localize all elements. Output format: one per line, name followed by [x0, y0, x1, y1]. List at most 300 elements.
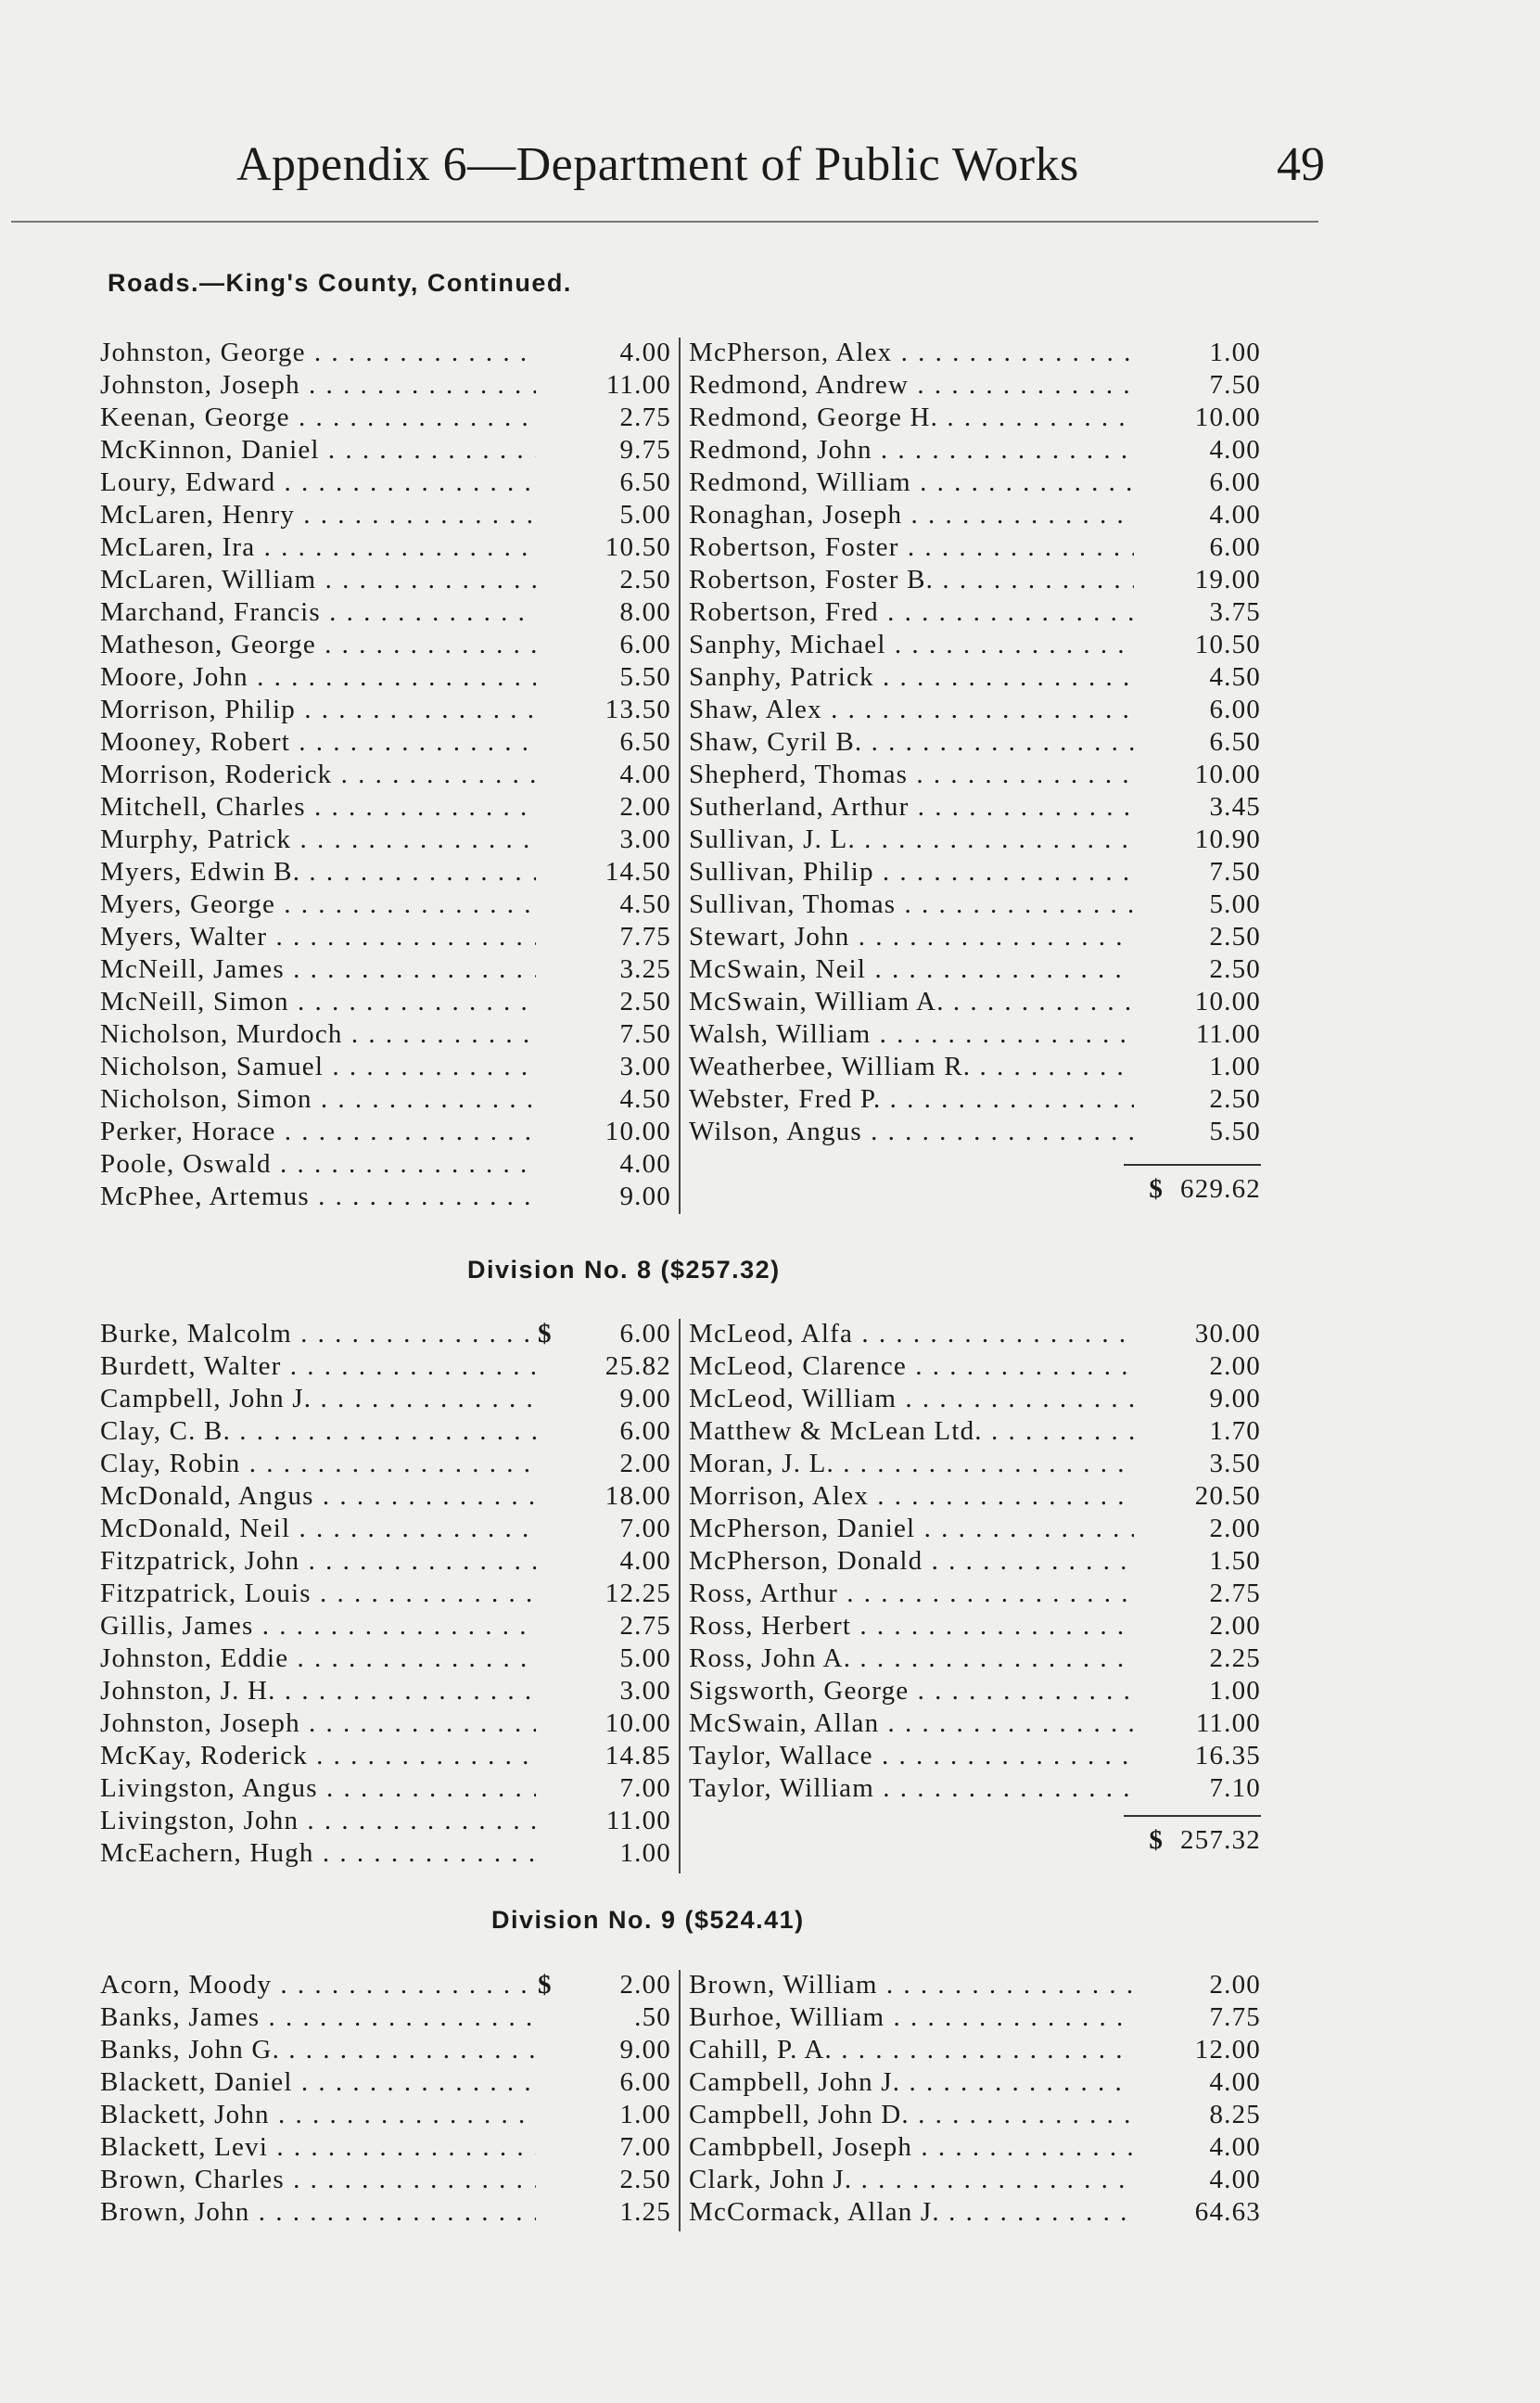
amount: 10.00	[605, 1117, 671, 1146]
roads-left-column	[100, 338, 675, 1214]
division-8-left-column	[100, 1319, 675, 1871]
payee-name: Fitzpatrick, Louis . . .	[100, 1579, 536, 1609]
payee-name: Livingston, Angus . . .	[100, 1773, 536, 1804]
payee-name: Moore, John . . .	[100, 662, 536, 693]
payee-name: Burdett, Walter . . .	[100, 1351, 536, 1382]
amount: 1.70	[1209, 1416, 1261, 1446]
payee-name: Morrison, Philip . . .	[100, 695, 536, 725]
amount: 8.25	[1209, 2100, 1261, 2129]
list-item	[100, 695, 675, 727]
payee-name: Brown, Charles . . .	[100, 2165, 536, 2195]
payee-name: Sullivan, Thomas . . .	[689, 889, 1134, 920]
list-item	[689, 1611, 1261, 1643]
payee-name: Ronaghan, Joseph . . .	[689, 500, 1134, 530]
amount: 9.00	[619, 1384, 671, 1413]
list-item	[100, 370, 675, 403]
payee-name: Taylor, Wallace . . .	[689, 1741, 1134, 1771]
list-item	[689, 2132, 1261, 2165]
amount: 6.00	[619, 2067, 671, 2097]
column-divider	[679, 1970, 681, 2231]
payee-name: McDonald, Angus . . .	[100, 1481, 536, 1512]
list-item	[689, 1052, 1261, 1084]
payee-name: McKinnon, Daniel . . .	[100, 435, 536, 466]
list-item	[689, 695, 1261, 727]
amount: 2.50	[619, 2165, 671, 2194]
dollar-sign: $	[538, 1319, 553, 1348]
payee-name: Shepherd, Thomas . . .	[689, 760, 1134, 790]
payee-name: Stewart, John . . .	[689, 922, 1134, 952]
amount: 6.00	[619, 1319, 671, 1348]
amount: 2.50	[619, 987, 671, 1016]
payee-name: Brown, William . . .	[689, 1970, 1134, 2000]
payee-name: McPherson, Donald . . .	[689, 1546, 1134, 1577]
payee-name: Blackett, John . . .	[100, 2100, 536, 2130]
payee-name: Keenan, George . . .	[100, 403, 536, 433]
amount: 4.50	[619, 889, 671, 919]
amount: 6.00	[1209, 467, 1261, 497]
list-item	[100, 1970, 675, 2002]
list-item	[100, 2035, 675, 2067]
list-item	[100, 1319, 675, 1351]
amount: 4.50	[1209, 662, 1261, 692]
amount: 7.50	[1209, 857, 1261, 887]
payee-name: McSwain, William A. . . .	[689, 987, 1134, 1017]
payee-name: McKay, Roderick . . .	[100, 1741, 536, 1771]
list-item	[689, 532, 1261, 565]
list-item	[100, 792, 675, 824]
amount: 5.50	[1209, 1117, 1261, 1146]
list-item	[689, 1708, 1261, 1741]
payee-name: Mooney, Robert . . .	[100, 727, 536, 758]
payee-name: Shaw, Alex . . .	[689, 695, 1134, 725]
amount: 9.00	[619, 2035, 671, 2064]
payee-name: Shaw, Cyril B. . . .	[689, 727, 1134, 758]
amount: 9.75	[619, 435, 671, 465]
payee-name: Johnston, Eddie . . .	[100, 1643, 536, 1674]
payee-name: Loury, Edward . . .	[100, 467, 536, 498]
list-item	[100, 1084, 675, 1117]
payee-name: McLaren, William . . .	[100, 565, 536, 595]
amount: 20.50	[1194, 1481, 1261, 1511]
list-item	[100, 403, 675, 435]
amount: 12.00	[1194, 2035, 1261, 2064]
payee-name: Redmond, William . . .	[689, 467, 1134, 498]
payee-name: McLeod, Clarence . . .	[689, 1351, 1134, 1382]
list-item	[689, 1351, 1261, 1384]
list-item	[689, 435, 1261, 467]
payee-name: Fitzpatrick, John . . .	[100, 1546, 536, 1577]
total-dollar-sign: $	[1149, 1825, 1165, 1855]
amount: 7.50	[619, 1019, 671, 1049]
amount: 7.50	[1209, 370, 1261, 400]
amount: 7.75	[1209, 2002, 1261, 2032]
amount: 2.50	[1209, 954, 1261, 984]
list-item	[100, 662, 675, 695]
payee-name: Weatherbee, William R. . . .	[689, 1052, 1134, 1082]
list-item	[689, 1970, 1261, 2002]
list-item	[100, 597, 675, 630]
payee-name: Murphy, Patrick . . .	[100, 824, 536, 855]
list-item	[689, 2002, 1261, 2035]
payee-name: Burhoe, William . . .	[689, 2002, 1134, 2033]
division-9-right-column	[689, 1970, 1261, 2230]
list-item	[689, 597, 1261, 630]
payee-name: Campbell, John D. . . .	[689, 2100, 1134, 2130]
list-item	[100, 2197, 675, 2230]
amount: 3.25	[619, 954, 671, 984]
list-item	[100, 467, 675, 500]
amount: 10.00	[1194, 403, 1261, 432]
amount: 1.00	[1209, 1676, 1261, 1706]
list-item	[100, 338, 675, 370]
amount: 4.00	[1209, 2067, 1261, 2097]
payee-name: Redmond, John . . .	[689, 435, 1134, 466]
list-item	[689, 1546, 1261, 1579]
list-item	[100, 1117, 675, 1149]
list-item	[689, 954, 1261, 987]
amount: 10.90	[1194, 824, 1261, 854]
payee-name: Gillis, James . . .	[100, 1611, 536, 1642]
section-total	[1149, 1174, 1261, 1205]
list-item	[100, 435, 675, 467]
amount: 6.00	[619, 1416, 671, 1446]
amount: 2.50	[1209, 922, 1261, 952]
payee-name: McPherson, Daniel . . .	[689, 1514, 1134, 1544]
payee-name: Campbell, John J. . . .	[689, 2067, 1134, 2098]
column-divider	[679, 1319, 681, 1873]
list-item	[689, 824, 1261, 857]
amount: 18.00	[605, 1481, 671, 1511]
list-item	[100, 1676, 675, 1708]
list-item	[100, 1416, 675, 1449]
list-item	[100, 1838, 675, 1871]
division-9-table	[100, 1970, 1261, 2233]
amount: 13.50	[605, 695, 671, 724]
amount: 9.00	[1209, 1384, 1261, 1413]
list-item	[689, 1773, 1261, 1806]
payee-name: Johnston, Joseph . . .	[100, 1708, 536, 1739]
payee-name: Webster, Fred P. . . .	[689, 1084, 1134, 1115]
amount: 10.50	[605, 532, 671, 562]
amount: 7.75	[619, 922, 671, 952]
list-item	[100, 727, 675, 760]
amount: 14.85	[605, 1741, 671, 1770]
list-item	[100, 1514, 675, 1546]
payee-name: Ross, John A. . . .	[689, 1643, 1134, 1674]
amount: 2.00	[1209, 1970, 1261, 2000]
column-divider	[679, 338, 681, 1214]
payee-name: Cambpbell, Joseph . . .	[689, 2132, 1134, 2163]
amount: 2.75	[619, 403, 671, 432]
list-item	[100, 1481, 675, 1514]
list-item	[689, 2100, 1261, 2132]
amount: 2.75	[619, 1611, 671, 1641]
list-item	[689, 1579, 1261, 1611]
payee-name: Sutherland, Arthur . . .	[689, 792, 1134, 823]
list-item	[100, 2067, 675, 2100]
amount: 6.50	[619, 467, 671, 497]
amount: 6.00	[619, 630, 671, 659]
list-item	[689, 857, 1261, 889]
amount: 7.10	[1209, 1773, 1261, 1803]
payee-name: Robertson, Foster B. . . .	[689, 565, 1134, 595]
payee-name: Sigsworth, George . . .	[689, 1676, 1134, 1706]
payee-name: McSwain, Allan . . .	[689, 1708, 1134, 1739]
amount: 30.00	[1194, 1319, 1261, 1348]
list-item	[689, 403, 1261, 435]
amount: 6.00	[1209, 532, 1261, 562]
payee-name: Johnston, George . . .	[100, 338, 536, 368]
list-item	[100, 857, 675, 889]
payee-name: Sanphy, Michael . . .	[689, 630, 1134, 660]
list-item	[689, 1019, 1261, 1052]
list-item	[689, 500, 1261, 532]
amount: 25.82	[605, 1351, 671, 1381]
list-item	[100, 760, 675, 792]
payee-name: Myers, Edwin B. . . .	[100, 857, 536, 888]
page-header-title: Appendix 6—Department of Public Works	[236, 138, 1079, 191]
list-item	[100, 1019, 675, 1052]
amount: 4.00	[1209, 435, 1261, 465]
payee-name: McNeill, Simon . . .	[100, 987, 536, 1017]
list-item	[100, 1384, 675, 1416]
payee-name: Sullivan, J. L. . . .	[689, 824, 1134, 855]
amount: 1.25	[619, 2197, 671, 2227]
list-item	[689, 370, 1261, 403]
payee-name: Ross, Herbert . . .	[689, 1611, 1134, 1642]
payee-name: Banks, John G. . . .	[100, 2035, 536, 2065]
division-8-table	[100, 1319, 1261, 1875]
list-item	[100, 1643, 675, 1676]
list-item	[100, 954, 675, 987]
list-item	[689, 467, 1261, 500]
payee-name: McSwain, Neil . . .	[689, 954, 1134, 985]
list-item	[100, 2132, 675, 2165]
section-total	[1149, 1825, 1261, 1856]
amount: 11.00	[1195, 1708, 1261, 1738]
payee-name: Marchand, Francis . . .	[100, 597, 536, 628]
list-item	[689, 1514, 1261, 1546]
amount: 12.25	[605, 1579, 671, 1608]
payee-name: Walsh, William . . .	[689, 1019, 1134, 1050]
list-item	[689, 1416, 1261, 1449]
payee-name: Wilson, Angus . . .	[689, 1117, 1134, 1147]
roads-table	[100, 338, 1261, 1217]
payee-name: McLeod, Alfa . . .	[689, 1319, 1134, 1349]
amount: 1.00	[619, 2100, 671, 2129]
payee-name: Johnston, Joseph . . .	[100, 370, 536, 401]
list-item	[689, 1481, 1261, 1514]
amount: 2.50	[1209, 1084, 1261, 1114]
amount: 8.00	[619, 597, 671, 627]
payee-name: Clark, John J. . . .	[689, 2165, 1134, 2195]
payee-name: McPherson, Alex . . .	[689, 338, 1134, 368]
amount: 6.50	[619, 727, 671, 757]
amount: .50	[634, 2002, 671, 2032]
total-amount: 629.62	[1180, 1174, 1261, 1204]
amount: 16.35	[1194, 1741, 1261, 1770]
list-item	[689, 1084, 1261, 1117]
payee-name: Morrison, Alex . . .	[689, 1481, 1134, 1512]
amount: 2.00	[1209, 1514, 1261, 1543]
amount: 3.00	[619, 1676, 671, 1706]
list-item	[100, 2165, 675, 2197]
list-item	[689, 987, 1261, 1019]
amount: 7.00	[619, 2132, 671, 2162]
list-item	[100, 1611, 675, 1643]
payee-name: Robertson, Foster . . .	[689, 532, 1134, 563]
payee-name: McEachern, Hugh . . .	[100, 1838, 536, 1869]
payee-name: McPhee, Artemus . . .	[100, 1182, 536, 1212]
amount: 4.00	[1209, 2165, 1261, 2194]
amount: 19.00	[1194, 565, 1261, 594]
payee-name: Myers, Walter . . .	[100, 922, 536, 952]
total-rule	[1124, 1164, 1261, 1166]
list-item	[100, 1052, 675, 1084]
amount: 7.00	[619, 1514, 671, 1543]
division-9-left-column	[100, 1970, 675, 2230]
amount: 6.00	[1209, 695, 1261, 724]
list-item	[689, 2035, 1261, 2067]
amount: 4.50	[619, 1084, 671, 1114]
payee-name: Redmond, George H. . . .	[689, 403, 1134, 433]
dollar-sign: $	[538, 1970, 553, 2000]
section-title-division-9: Division No. 9 ($524.41)	[491, 1906, 805, 1934]
list-item	[689, 1643, 1261, 1676]
list-item	[100, 1708, 675, 1741]
payee-name: Sullivan, Philip . . .	[689, 857, 1134, 888]
list-item	[100, 2002, 675, 2035]
division-8-right-column	[689, 1319, 1261, 1806]
amount: 2.00	[1209, 1351, 1261, 1381]
payee-name: Morrison, Roderick . . .	[100, 760, 536, 790]
amount: 2.00	[619, 1449, 671, 1478]
amount: 2.00	[1209, 1611, 1261, 1641]
amount: 7.00	[619, 1773, 671, 1803]
list-item	[100, 1741, 675, 1773]
amount: 2.25	[1209, 1643, 1261, 1673]
payee-name: Johnston, J. H. . . .	[100, 1676, 536, 1706]
amount: 3.00	[619, 1052, 671, 1081]
total-amount: 257.32	[1180, 1825, 1261, 1855]
list-item	[100, 630, 675, 662]
amount: 3.50	[1209, 1449, 1261, 1478]
amount: 1.00	[1209, 338, 1261, 367]
payee-name: Blackett, Levi . . .	[100, 2132, 536, 2163]
amount: 2.75	[1209, 1579, 1261, 1608]
payee-name: McLaren, Henry . . .	[100, 500, 536, 530]
list-item	[689, 1117, 1261, 1149]
payee-name: McNeill, James . . .	[100, 954, 536, 985]
list-item	[100, 1449, 675, 1481]
payee-name: Taylor, William . . .	[689, 1773, 1134, 1804]
payee-name: Moran, J. L. . . .	[689, 1449, 1134, 1479]
payee-name: Nicholson, Samuel . . .	[100, 1052, 536, 1082]
payee-name: Acorn, Moody . . .	[100, 1970, 536, 2000]
list-item	[689, 338, 1261, 370]
section-title-roads: Roads.—King's County, Continued.	[108, 269, 572, 297]
payee-name: Sanphy, Patrick . . .	[689, 662, 1134, 693]
amount: 64.63	[1194, 2197, 1261, 2227]
list-item	[689, 889, 1261, 922]
list-item	[689, 2165, 1261, 2197]
list-item	[100, 532, 675, 565]
payee-name: Redmond, Andrew . . .	[689, 370, 1134, 401]
payee-name: Nicholson, Murdoch . . .	[100, 1019, 536, 1050]
list-item	[100, 824, 675, 857]
amount: 1.00	[1209, 1052, 1261, 1081]
amount: 5.00	[619, 1643, 671, 1673]
list-item	[689, 1741, 1261, 1773]
amount: 6.50	[1209, 727, 1261, 757]
payee-name: Cahill, P. A. . . .	[689, 2035, 1134, 2065]
payee-name: McCormack, Allan J. . . .	[689, 2197, 1134, 2228]
total-dollar-sign: $	[1149, 1174, 1165, 1204]
roads-right-column	[689, 338, 1261, 1149]
list-item	[100, 1546, 675, 1579]
amount: 10.00	[1194, 987, 1261, 1016]
amount: 14.50	[605, 857, 671, 887]
amount: 1.50	[1209, 1546, 1261, 1576]
payee-name: Banks, James . . .	[100, 2002, 536, 2033]
payee-name: Clay, C. B. . . .	[100, 1416, 536, 1447]
list-item	[100, 1182, 675, 1214]
amount: 10.50	[1194, 630, 1261, 659]
amount: 4.00	[1209, 500, 1261, 530]
list-item	[100, 1579, 675, 1611]
list-item	[689, 1384, 1261, 1416]
list-item	[100, 1149, 675, 1182]
amount: 11.00	[1195, 1019, 1261, 1049]
list-item	[689, 630, 1261, 662]
list-item	[689, 1319, 1261, 1351]
amount: 10.00	[605, 1708, 671, 1738]
amount: 2.00	[619, 1970, 671, 2000]
amount: 5.00	[619, 500, 671, 530]
payee-name: Perker, Horace . . .	[100, 1117, 536, 1147]
payee-name: McDonald, Neil . . .	[100, 1514, 536, 1544]
amount: 9.00	[619, 1182, 671, 1211]
page-number: 49	[1277, 138, 1325, 191]
payee-name: Matthew & McLean Ltd. . . .	[689, 1416, 1134, 1447]
header-rule	[11, 221, 1318, 223]
list-item	[100, 1773, 675, 1806]
amount: 1.00	[619, 1838, 671, 1868]
payee-name: Brown, John . . .	[100, 2197, 536, 2228]
amount: 3.75	[1209, 597, 1261, 627]
amount: 3.45	[1209, 792, 1261, 822]
payee-name: Clay, Robin . . .	[100, 1449, 536, 1479]
list-item	[689, 1449, 1261, 1481]
list-item	[100, 2100, 675, 2132]
payee-name: Nicholson, Simon . . .	[100, 1084, 536, 1115]
payee-name: Livingston, John . . .	[100, 1806, 536, 1836]
section-title-division-8: Division No. 8 ($257.32)	[467, 1256, 781, 1284]
amount: 4.00	[619, 1546, 671, 1576]
amount: 10.00	[1194, 760, 1261, 789]
amount: 5.00	[1209, 889, 1261, 919]
payee-name: Campbell, John J. . . .	[100, 1384, 536, 1414]
list-item	[689, 1676, 1261, 1708]
list-item	[100, 922, 675, 954]
list-item	[689, 727, 1261, 760]
payee-name: Burke, Malcolm . . .	[100, 1319, 536, 1349]
amount: 3.00	[619, 824, 671, 854]
list-item	[689, 760, 1261, 792]
total-rule	[1124, 1815, 1261, 1817]
list-item	[100, 987, 675, 1019]
list-item	[100, 1351, 675, 1384]
